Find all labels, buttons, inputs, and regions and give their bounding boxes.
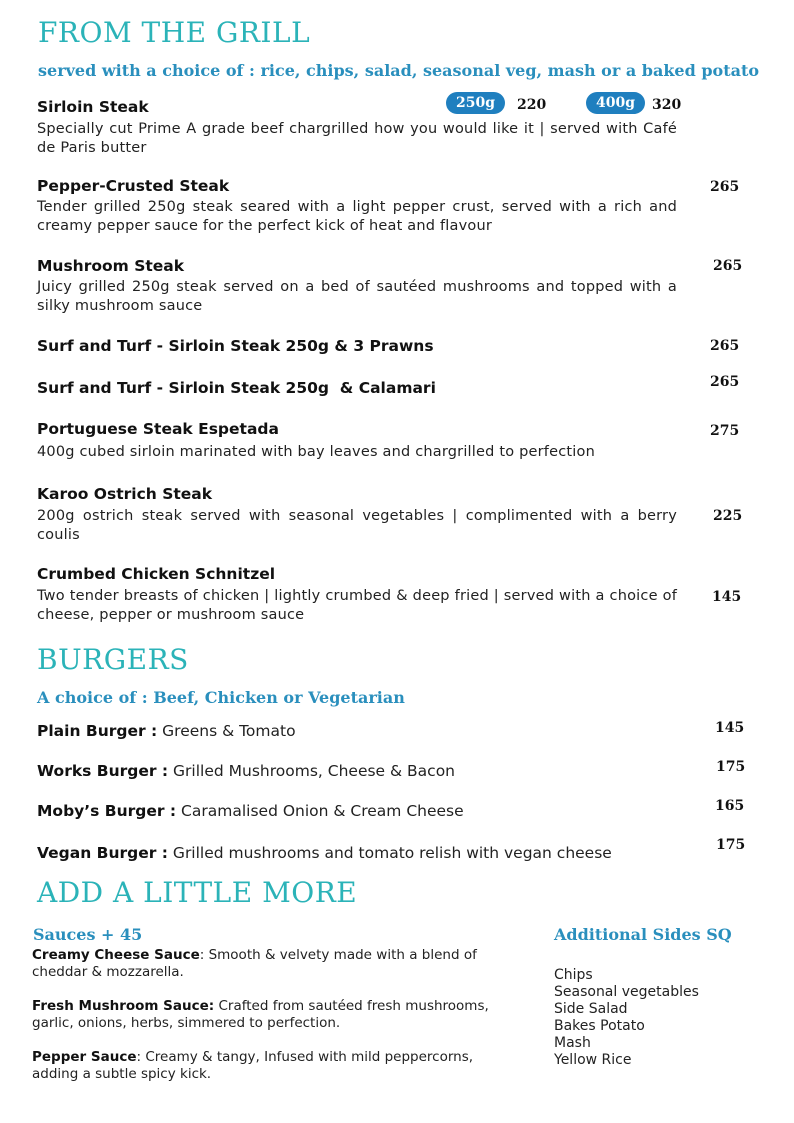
side-item: Bakes Potato [554, 1018, 645, 1034]
sauce-item [32, 998, 522, 1032]
burger-item [37, 762, 455, 780]
burger-price: 175 [716, 759, 746, 775]
burger-name: Works Burger : [37, 762, 169, 780]
burger-name: Vegan Burger : [37, 844, 168, 862]
burger-price: 175 [716, 837, 746, 853]
menu-item-price: 265 [710, 338, 740, 354]
sauce-item [32, 947, 522, 981]
menu-item-name: Mushroom Steak [37, 257, 185, 275]
menu-item-name: Crumbed Chicken Schnitzel [37, 565, 276, 583]
burger-description: Caramalised Onion & Cream Cheese [176, 802, 464, 820]
sauce-description: Crafted from sautéed fresh mushrooms, garlic, onions, herbs, simmered to perfection. [32, 998, 489, 1031]
menu-item-description: 200g ostrich steak served with seasonal vegetables | complimented with a berry coulis [37, 508, 677, 543]
sauces-title: Sauces + 45 [33, 925, 143, 944]
sides-title: Additional Sides SQ [554, 925, 732, 944]
side-item: Mash [554, 1035, 591, 1051]
burger-item [37, 844, 612, 862]
menu-item-description: Tender grilled 250g steak seared with a light pepper crust, served with a rich and creamy pepper sauce for the perfect kick of heat and flavour [37, 199, 677, 234]
side-item: Seasonal vegetables [554, 984, 699, 1000]
menu-item-description: Juicy grilled 250g steak served on a bed of sautéed mushrooms and topped with a silky mushroom sauce [37, 279, 677, 314]
sirloin-description: Specially cut Prime A grade beef chargrilled how you would like it | served with Café de Paris butter [37, 121, 677, 156]
sides-list [554, 967, 699, 1069]
menu-item-name: Karoo Ostrich Steak [37, 485, 213, 503]
menu-item-name: Surf and Turf - Sirloin Steak 250g & 3 Prawns [37, 337, 434, 355]
menu-item-price: 265 [710, 179, 740, 195]
menu-item-price: 265 [710, 374, 740, 390]
sauce-description: : Smooth & velvety made with a blend of cheddar & mozzarella. [32, 947, 477, 980]
section-title-grill: FROM THE GRILL [38, 16, 311, 49]
menu-item-description: 400g cubed sirloin marinated with bay leaves and chargrilled to perfection [37, 444, 595, 460]
burger-name: Moby’s Burger : [37, 802, 177, 820]
side-item: Yellow Rice [554, 1052, 632, 1068]
sauce-item [32, 1049, 522, 1083]
menu-item-price: 225 [713, 508, 743, 524]
menu-item-name: Pepper-Crusted Steak [37, 177, 230, 195]
sirloin-price-250g: 220 [517, 97, 547, 113]
menu-item-name: Surf and Turf - Sirloin Steak 250g & Calamari [37, 379, 436, 397]
section-title-extras: ADD A LITTLE MORE [37, 876, 358, 909]
side-item: Side Salad [554, 1001, 628, 1017]
menu-item-name: Portuguese Steak Espetada [37, 420, 279, 438]
burger-price: 165 [715, 798, 745, 814]
sauce-name: Fresh Mushroom Sauce: [32, 998, 215, 1014]
menu-item-price: 145 [712, 589, 742, 605]
burger-item [37, 722, 296, 740]
section-title-burgers: BURGERS [37, 643, 189, 676]
burger-price: 145 [715, 720, 745, 736]
size-badge-250g: 250g [446, 92, 505, 114]
grill-subtitle: served with a choice of : rice, chips, salad, seasonal veg, mash or a baked potato [38, 61, 760, 80]
size-badge-400g: 400g [586, 92, 645, 114]
sauce-name: Creamy Cheese Sauce [32, 947, 200, 963]
menu-item-price: 275 [710, 423, 740, 439]
burger-description: Grilled mushrooms and tomato relish with vegan cheese [168, 844, 612, 862]
burger-description: Greens & Tomato [157, 722, 296, 740]
burger-name: Plain Burger : [37, 722, 158, 740]
side-item: Chips [554, 967, 593, 983]
sauce-description: : Creamy & tangy, Infused with mild peppercorns, adding a subtle spicy kick. [32, 1049, 474, 1082]
burger-description: Grilled Mushrooms, Cheese & Bacon [168, 762, 455, 780]
menu-item-description: Two tender breasts of chicken | lightly crumbed & deep fried | served with a choice of cheese, pepper or mushroom sauce [37, 588, 677, 623]
sirloin-name: Sirloin Steak [37, 98, 149, 116]
menu-item-price: 265 [713, 258, 743, 274]
sirloin-price-400g: 320 [652, 97, 682, 113]
sauce-name: Pepper Sauce [32, 1049, 137, 1065]
burgers-subtitle: A choice of : Beef, Chicken or Vegetarian [37, 688, 405, 707]
burger-item [37, 802, 464, 820]
